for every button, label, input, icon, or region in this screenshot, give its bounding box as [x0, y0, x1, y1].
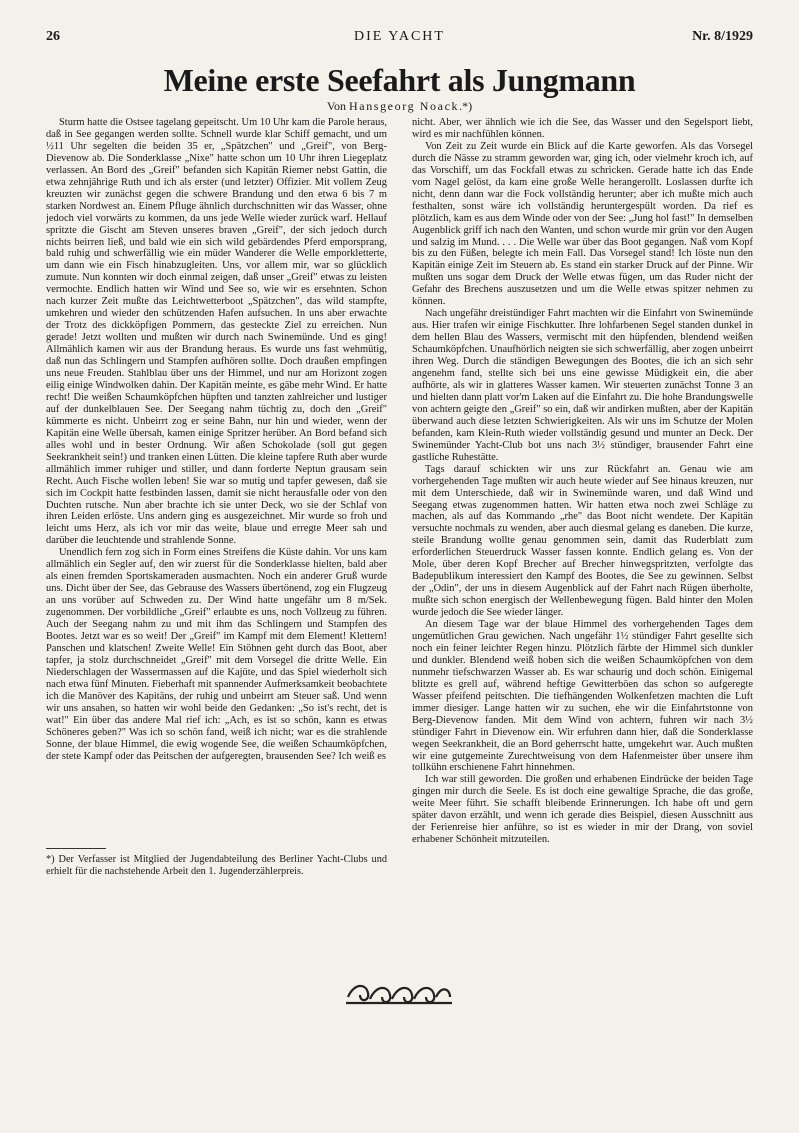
paragraph: Ich war still geworden. Die großen und erhabenen Eindrücke der beiden Tage gingen mir durch die Seele. Es ist doch eine gewaltige Sprache, die das große, weite Meer führt. Sie schafft bleibende Erinnerungen. Ich habe oft und gern später davon erzählt, und wenn ich gerade dies Beispiel, diesen Ausschnitt aus der Ferienreise hier anführe, so ist es wieder in mir der Drang, von soviel erhabener Schönheit mitzuteilen.	[412, 774, 753, 846]
journal-name: DIE YACHT	[354, 29, 445, 44]
paragraph: Von Zeit zu Zeit wurde ein Blick auf die Karte geworfen. Als das Vorsegel durch die Nässe zu stramm geworden war, ging ich, oder vielmehr kroch ich, auf das Vorschiff, um das Fockfall etwas zu schricken. Gerade hatte ich das Ende vom Nagel gelöst, da kam eine große Welle herangerollt. Loslassen durfte ich nicht, denn dann war die Fock vollständig herunter; aber ich mußte mich auch festhalten, sonst wäre ich vollständig heruntergespült worden. Da rief es plötzlich, kam es aus dem Winde oder von der See: „Jung hol fast!" In demselben Augenblick griff ich nach den Wanten, und schon wurde mir grün vor den Augen und salzig im Mund. . . . Die Welle war über das Boot gegangen. Naß vom Kopf bis zu den Füßen, belegte ich mein Fall. Das Vorsegel stand! Ich löste nun den Kapitän einige Zeit im Steuern ab. Es stand ein starker Druck auf der Pinne. Wir mußten uns sogar dem Druck der Welle etwas fügen, um das Ruder nicht der Gefahr des Brechens auszusetzen und um die Welle etwas spitzer nehmen zu können.	[412, 140, 753, 308]
paragraph: nicht. Aber, wer ähnlich wie ich die See, das Wasser und den Segelsport liebt, wird es mir nachfühlen können.	[412, 117, 753, 140]
byline-prefix: Von	[326, 99, 347, 113]
paragraph: An diesem Tage war der blaue Himmel des vorhergehenden Tages dem ungemütlichen Grau gewichen. Nach ungefähr 1½ stündiger Fahrt gesellte sich noch ein feiner leichter Regen hinzu. Plötzlich färbte der Himmel sich dunkler und dunkler. Blendend weiß hoben sich die weißen Schaumköpfchen von dem nunmehr tiefschwarzen Wasser ab. Es war schaurig und doch schön. Einigemal blitzte es grell auf, während heftige Gewitterböen das schon so aufgeregte Wasser pfeifend peitschten. Die tiefhängenden Wolkenfetzen machten die Luft immer diesiger. Lange hatten wir zu suchen, ehe wir die Einfahrtstonne von Berg-Dievenow fanden. Mit dem Wind von achtern, fuhren wir nach 3½ stündiger Fahrt in Dievenow ein. Wir erfuhren dann hier, daß die Sonderklasse wegen Seekrankheit, die an Bord geherrscht hatte, umgekehrt war. Auch mußten wir eine gutgemeinte Zurechtweisung von dem Hafenmeister über unsere ihm tollkühn erschienene Fahrt hinnehmen.	[412, 619, 753, 774]
paragraph: Nach ungefähr dreistündiger Fahrt machten wir die Einfahrt von Swinemünde aus. Hier trafen wir einige Fischkutter. Ihre lohfarbenen Segel standen dunkel in dem hellen Blau des Wassers, vermischt mit den hüpfenden, blendend weißen Schaumköpfchen. Unaufhörlich neigten sie sich schwerfällig, aber zogen unbeirrt ihren Weg. Durch die ständigen Bewegungen des Bootes, die ich an sich sehr angenehm fand, stellte sich bei uns eine gewisse Müdigkeit ein, die aber aufhörte, als wir in glatteres Wasser kamen. Wir steuerten zunächst Tonne 3 an und hielten dann platt vor'm Laken auf die Einfahrt zu. Die hohe Brandungswelle von achtern geigte den „Greif" so ein, daß wir andirken mußten, aber der Kapitän überwand auch diese letzten Schwierigkeiten. Als wir uns im Schutze der Molen befanden, kam Klein-Ruth wieder vollständig gesund und munter an Deck. Der Swinemünder Yacht-Club bot uns nach 3½ stündiger, brausender Fahrt eine gastliche Ruhestätte.	[412, 308, 753, 463]
paragraph: Sturm hatte die Ostsee tagelang gepeitscht. Um 10 Uhr kam die Parole heraus, daß in See gegangen werden sollte. Schnell wurde klar Schiff gemacht, und um ½11 Uhr segelten die beiden 35 er, „Spätzchen" und „Greif", von Berg-Dievenow ab. Die Sonderklasse „Nixe" hatte schon um 10 Uhr ihren Liegeplatz verlassen. An Bord des „Greif" befanden sich Kapitän Riemer nebst Gattin, die etwa zehnjährige Ruth und ich als erster (und letzter) Offizier. Mit vollem Zeug kreuzten wir zunächst gegen die schwere Brandung und den etwa 6 bis 7 m starken Nordwest an. Einem Pfluge ähnlich durchschnitten wir das Wasser, ohne jedoch viel vorwärts zu kommen, da uns jede Welle wieder zurück warf. Hellauf spritzte die Gischt am Steven unseres braven „Greif", der sich jedoch durch nichts beirren ließ, und bald wie ein sich wild gebärdendes Pferd emporsprang, bald ruhig und schwerfällig wie ein müder Wanderer die Welle emporkletterte, um dann wie ein Fisch hinabzugleiten. Uns, vor allem mir, war so glücklich zumute. Nun konnten wir doch einmal zeigen, daß unser „Greif" etwas zu leisten vermochte. Endlich hatten wir Wind und See so, wie wir es ersehnten. Schon nach kurzer Zeit mußte das Leichtwetterboot „Spätzchen", das wild stampfte, umkehren und wieder den schützenden Hafen aufsuchen. In uns aber erwachte der Trotz des dickköpfigen Pommern, das gesteckte Ziel zu erreichen. Nun gerade! Jetzt wollten und mußten wir durch nach Swinemünde. Und es ging! Allmählich kamen wir aus der Brandung heraus. Es wurde uns fast wehmütig, daß nun das Schlingern und Stampfen aufhören sollte. Doch draußen empfingen uns neue Freuden. Stahlblau über uns der Himmel, und nur am Horizont zogen eilig einige Windwolken dahin. Der Kapitän meinte, es gäbe mehr Wind. Er hatte recht! Die weißen Schaumköpfchen hüpften und tanzten zahlreicher und lustiger auf der dunkelblauen See. Der Seegang nahm tüchtig zu, doch den „Greif" kümmerte es nicht. Unbeirrt zog er seine Bahn, nur hin und wieder, wenn der Kapitän eine Welle übersah, kamen einige Spritzer herüber. An Bord befand sich alles wohl und in bester Ordnung. Wir aßen Schokolade (soll gut gegen Seekrankheit sein!) und tranken einen Lütten. Die kleine tapfere Ruth aber wurde allmählich immer ruhiger und stiller, und dann forderte Neptun grausam sein Recht. Auch Fische wollen leben! Sie war so mutig und tapfer gewesen, daß sie sich im Cockpit hatte festbinden lassen, damit sie nicht herausfalle oder von den Duchten rutsche. Nun aber brachte ich sie unter Deck, wo sie der Schlaf von ihren Leiden erlöste. Uns andern ging es ausgezeichnet. Mir wurde so froh und leicht ums Herz, als ich vor mir das weite, blaue und erregte Meer sah und darüber die leuchtende und strahlende Sonne.	[46, 117, 387, 547]
footnote: *) Der Verfasser ist Mitglied der Jugendabteilung des Berliner Yacht-Clubs und erhielt für die nachstehende Arbeit den 1. Jugenderzählerpreis.	[46, 854, 387, 877]
running-head	[46, 29, 753, 49]
byline	[0, 99, 799, 114]
right-column	[412, 117, 753, 997]
article-title: Meine erste Seefahrt als Jungmann	[163, 62, 636, 98]
author-name: Hansgeorg Noack	[349, 99, 460, 113]
author-footnote-mark: .*)	[459, 99, 473, 113]
wave-ornament-icon	[344, 977, 454, 1009]
issue-number: Nr. 8/1929	[692, 29, 753, 44]
page-number: 26	[46, 29, 60, 44]
footnote-rule	[46, 848, 106, 849]
paragraph: Tags darauf schickten wir uns zur Rückfahrt an. Genau wie am vorhergehenden Tage mußten wir auch heute wieder auf See hinaus kreuzen, nur mit dem Unterschiede, daß wir in Swinemünde waren, und daß Wind und Seegang etwas zugenommen hatten. Wir hatten etwa noch zwei Schläge zu machen, als auf das Kommando „rhe" das Boot nicht wendete. Der Kapitän versuchte nochmals zu wenden, aber auch diesmal gelang es daneben. Die kurze, steile Brandung wollte genau genommen sein, damit das Ruderblatt zum erforderlichen Steuerdruck Wasser fassen konnte. Endlich gelang es. Von der Mole, über deren Kopf Brecher auf Brecher hinwegspritzten, verfolgte das Badepublikum interessiert den Kampf des Bootes, die See zu gewinnen. Selbst der „Odin", der uns in diesem Augenblick auf der Fahrt nach Rügen überholte, mußte sich schon energisch der Wellenbewegung fügen. Bald hinter den Molen wurde jedoch die See wieder länger.	[412, 463, 753, 619]
paragraph: Unendlich fern zog sich in Form eines Streifens die Küste dahin. Vor uns kam allmählich ein Segler auf, den wir zuerst für die Sonderklasse hielten, bald aber als einen fremden Sportskameraden ausmachten. Noch ein anderer Gruß wurde uns. Dicht über der See, das Gebrause des Wassers übertönend, zog ein Flugzeug an uns vorüber auf Schweden zu. Der Wind hatte ungefähr um 8 m/Sek. zugenommen. Der vorbildliche „Greif" erlaubte es uns, noch Vollzeug zu führen. Auch der Seegang nahm zu und mit ihm das Schlingern und Stampfen des Bootes. Jetzt war es so weit! Der „Greif" im Kampf mit dem Element! Klettern! Panschen und klatschen! Zweite Welle! Ein Stöhnen geht durch das Boot, aber tapfer, ja stolz durchschneidet „Greif" mit dem Vorsegel die dritte Welle. Ein Niederschlagen der Wassermassen auf die Kajüte, und das Spiel wiederholt sich nach etwa fünf Minuten. Fieberhaft mit spannender Aufmerksamkeit beobachtete ich die Manöver des Kapitäns, der ruhig und unbeirrt am Steuer saß. Und wenn wir uns ansahen, so hatten wir wohl beide den Gedanken: „So ist's recht, det is wat!" Ein über das andere Mal rief ich: „Ach, es ist so schön, kann es etwas Schöneres geben?" Was ich so schön fand, weiß ich nicht; war es die strahlende Sonne, der blaue Himmel, die ewig wogende See, die weißen Schaumköpfchen, der stete Kampf oder das Peitschen der aufgeregten, brausenden See? Ich weiß es	[46, 547, 387, 762]
